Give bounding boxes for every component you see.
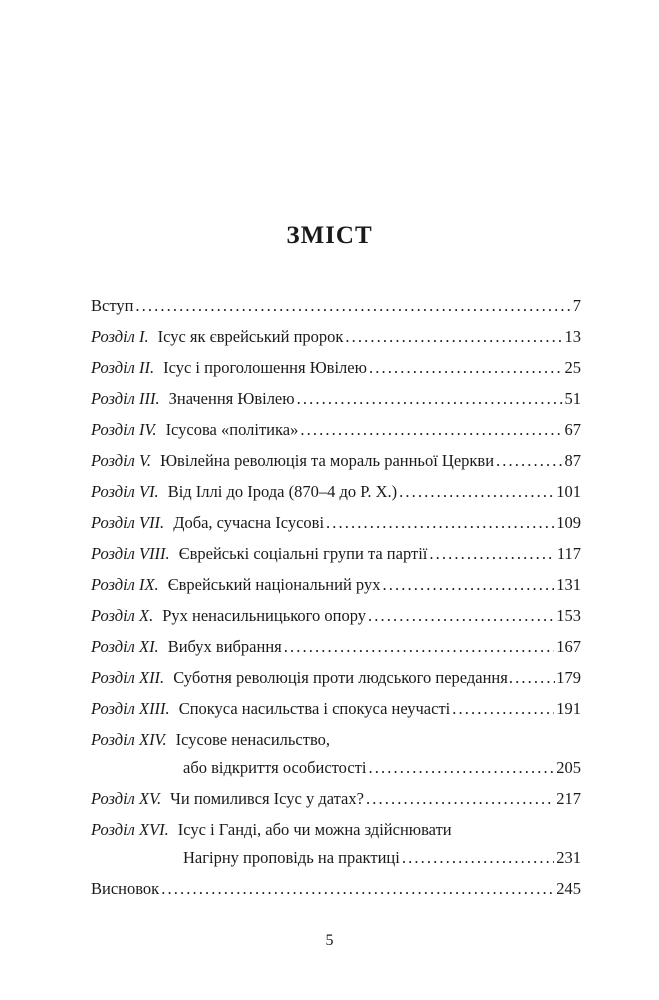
toc-entry-chapter: Розділ XIII.: [91, 699, 170, 718]
dot-leader: [300, 416, 562, 444]
toc-entry-chapter-9: [91, 571, 581, 599]
toc-entry-name: Єврейські соціальні групи та партії: [178, 544, 428, 563]
toc-entry-page: 25: [564, 358, 581, 377]
dot-leader: [382, 571, 554, 599]
toc-entry-name: Від Іллі до Ірода (870–4 до Р. Х.): [167, 482, 398, 501]
toc-entry-chapter: Розділ XVI.: [91, 820, 169, 839]
toc-entry-page: 231: [556, 848, 581, 867]
dot-leader: [135, 292, 570, 320]
toc-entry-conclusion: [91, 875, 581, 903]
toc-entry-page: 13: [564, 327, 581, 346]
toc-entry-chapter: Розділ VII.: [91, 513, 165, 532]
toc-entry-name: Ісусове ненасильство,: [175, 730, 331, 749]
toc-entry-chapter-4: [91, 416, 581, 444]
dot-leader: [429, 540, 554, 568]
toc-entry-chapter-8: [91, 540, 581, 568]
toc-entry-chapter-11: [91, 633, 581, 661]
toc-entry-page: 51: [564, 389, 581, 408]
dot-leader: [509, 664, 555, 692]
toc-entry-chapter-1: [91, 323, 581, 351]
toc-entry-chapter-15: [91, 785, 581, 813]
toc-entry-name-continued: або відкриття особистості: [183, 758, 367, 777]
toc-entry-name: Висновок: [91, 879, 160, 898]
toc-entry-name: Рух ненасильницького опору: [162, 606, 367, 625]
table-of-contents: [91, 292, 581, 906]
toc-entry-chapter: Розділ XV.: [91, 789, 162, 808]
toc-entry-page: 245: [556, 879, 581, 898]
toc-entry-chapter: Розділ II.: [91, 358, 155, 377]
toc-entry-page: 191: [556, 699, 581, 718]
toc-entry-name: Єврейський національний рух: [167, 575, 381, 594]
toc-entry-chapter: Розділ III.: [91, 389, 160, 408]
toc-entry-page: 117: [556, 544, 581, 563]
toc-entry-chapter: Розділ VIII.: [91, 544, 170, 563]
toc-entry-chapter-2: [91, 354, 581, 382]
toc-entry-chapter-6: [91, 478, 581, 506]
toc-entry-name: Ісус як єврейський пророк: [157, 327, 344, 346]
toc-entry-page: 179: [556, 668, 581, 687]
toc-entry-name: Вибух вибрання: [167, 637, 282, 656]
toc-entry-name: Ювілейна революція та мораль ранньої Церкви: [160, 451, 495, 470]
toc-entry-name: Чи помилився Ісус у датах?: [170, 789, 364, 808]
dot-leader: [161, 875, 554, 903]
dot-leader: [326, 509, 554, 537]
dot-leader: [399, 478, 554, 506]
dot-leader: [496, 447, 562, 475]
toc-entry-chapter: Розділ VI.: [91, 482, 159, 501]
toc-entry-name: Вступ: [91, 296, 134, 315]
toc-entry-page: 7: [572, 296, 581, 315]
toc-entry-page: 167: [556, 637, 581, 656]
toc-entry-name: Суботня революція проти людського передання: [173, 668, 508, 687]
toc-entry-name: Доба, сучасна Ісусові: [173, 513, 325, 532]
toc-entry-name: Спокуса насильства і спокуса неучасті: [178, 699, 451, 718]
toc-entry-intro: [91, 292, 581, 320]
dot-leader: [345, 323, 562, 351]
toc-entry-chapter: Розділ IV.: [91, 420, 157, 439]
toc-entry-name-continued: Нагірну проповідь на практиці: [183, 848, 400, 867]
dot-leader: [368, 602, 554, 630]
toc-entry-chapter-13: [91, 695, 581, 723]
toc-entry-chapter-10: [91, 602, 581, 630]
toc-entry-chapter: Розділ X.: [91, 606, 154, 625]
toc-entry-chapter-14: [91, 726, 581, 782]
toc-entry-name: Ісус і Ганді, або чи можна здійснювати: [177, 820, 452, 839]
toc-entry-name: Значення Ювілею: [168, 389, 295, 408]
toc-entry-page: 217: [556, 789, 581, 808]
toc-entry-page: 205: [556, 758, 581, 777]
dot-leader: [402, 844, 554, 872]
dot-leader: [369, 354, 563, 382]
toc-entry-chapter-5: [91, 447, 581, 475]
dot-leader: [452, 695, 554, 723]
dot-leader: [368, 754, 554, 782]
page-number: 5: [325, 932, 334, 949]
toc-entry-name: Ісусова «політика»: [165, 420, 299, 439]
toc-entry-page: 101: [556, 482, 581, 501]
toc-entry-chapter: Розділ XII.: [91, 668, 165, 687]
toc-entry-chapter-7: [91, 509, 581, 537]
page-title: ЗМІСТ: [286, 222, 373, 249]
toc-entry-chapter: Розділ V.: [91, 451, 152, 470]
toc-entry-page: 109: [556, 513, 581, 532]
dot-leader: [297, 385, 563, 413]
toc-entry-chapter-12: [91, 664, 581, 692]
toc-entry-chapter: Розділ IX.: [91, 575, 159, 594]
dot-leader: [366, 785, 554, 813]
toc-entry-page: 87: [564, 451, 581, 470]
toc-entry-chapter: Розділ XI.: [91, 637, 159, 656]
toc-entry-chapter-16: [91, 816, 581, 872]
toc-entry-chapter: Розділ I.: [91, 327, 149, 346]
toc-entry-chapter-3: [91, 385, 581, 413]
toc-entry-page: 67: [564, 420, 581, 439]
toc-entry-page: 131: [556, 575, 581, 594]
toc-entry-chapter: Розділ XIV.: [91, 730, 167, 749]
toc-entry-name: Ісус і проголошення Ювілею: [163, 358, 367, 377]
toc-entry-page: 153: [556, 606, 581, 625]
dot-leader: [284, 633, 554, 661]
